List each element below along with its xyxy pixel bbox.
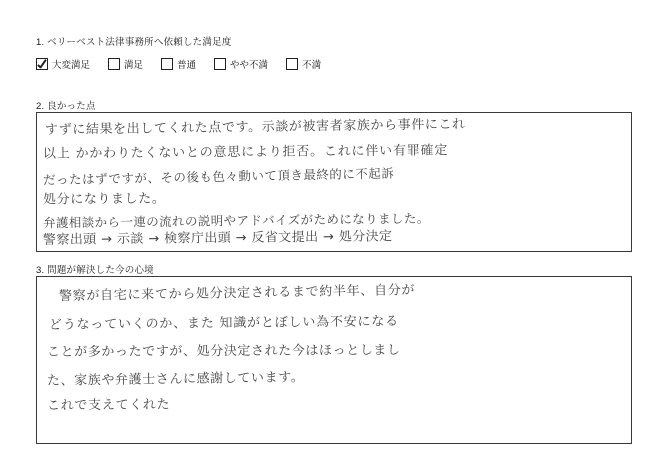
handwritten-flow-line: 警察出頭 → 示談 → 検察庁出頭 → 反省文提出 → 処分決定 — [42, 229, 393, 248]
handwritten-line: 警察が自宅に来てから処分決定されるまで約半年、自分が — [58, 282, 416, 305]
checkbox-icon[interactable] — [108, 58, 120, 70]
handwritten-line: すずに結果を出してくれた点です。示談が被害者家族から事件にこれ — [44, 117, 466, 138]
checkbox-icon[interactable] — [161, 58, 173, 70]
choice-option-2-label: 満足 — [124, 60, 144, 71]
handwritten-line: 以上 かかわりたくないとの意思により拒否。これに伴い有罪確定 — [42, 143, 449, 162]
choice-option-1-label: 大変満足 — [52, 60, 91, 71]
choice-option-4[interactable] — [214, 57, 268, 71]
choice-option-3-label: 普通 — [177, 60, 197, 71]
checkbox-icon[interactable] — [286, 58, 298, 70]
handwritten-line: た、家族や弁護士さんに感謝しています。 — [46, 370, 305, 389]
checkbox-checked-icon[interactable] — [36, 58, 48, 70]
choice-option-5-label: 不満 — [302, 60, 322, 71]
question-2-heading: 2. 良かった点 — [36, 101, 96, 112]
handwritten-line: どうなっていくのか、また 知識がとぼしい為不安になる — [48, 314, 399, 333]
question-3-answer-box — [36, 276, 632, 444]
handwritten-line: だったはずですが、その後も色々動いて頂き最終的に不起訴 — [42, 165, 395, 188]
question-2-answer-box — [36, 112, 632, 252]
choice-option-1[interactable] — [36, 57, 90, 71]
question-1-heading: 1. ベリーベスト法律事務所へ依頼した満足度 — [36, 37, 232, 48]
handwritten-line: 処分になりました。 — [42, 191, 166, 208]
handwritten-line: ことが多かったですが、処分決定された今はほっとしまし — [46, 343, 401, 360]
choice-option-2[interactable] — [108, 57, 143, 71]
choice-option-4-label: やや不満 — [230, 60, 269, 71]
choice-option-3[interactable] — [161, 57, 196, 71]
handwritten-line: 弁護相談から一連の流れの説明やアドバイズがためになりました。 — [42, 210, 430, 231]
satisfaction-choice-group — [36, 57, 321, 71]
choice-option-5[interactable] — [286, 57, 321, 71]
question-3-heading: 3. 問題が解決した今の心境 — [36, 265, 154, 276]
checkbox-icon[interactable] — [214, 58, 226, 70]
handwritten-line: これで支えてくれた — [46, 397, 171, 414]
